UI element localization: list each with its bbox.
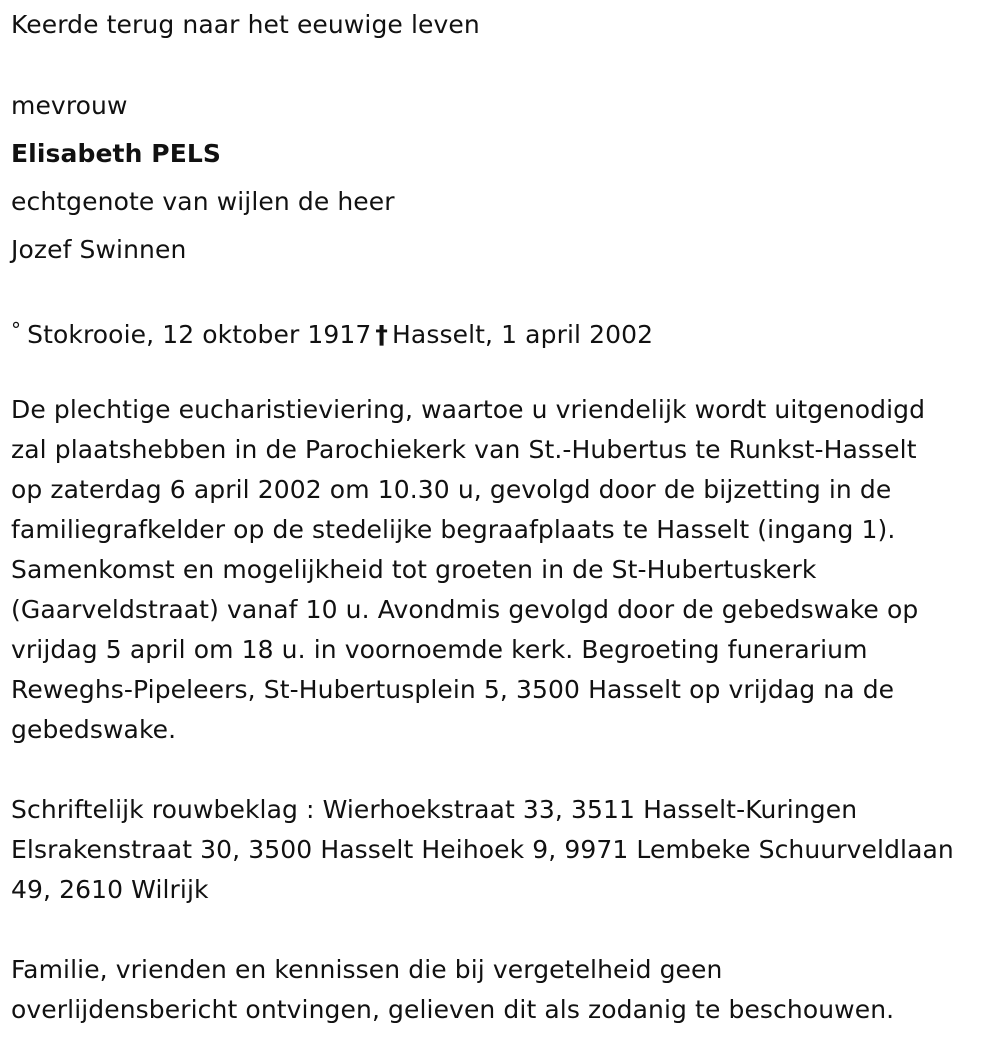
death-info: Hasselt, 1 april 2002 <box>392 320 654 349</box>
ceremony-line: vrijdag 5 april om 18 u. in voornoemde kerk. Begroeting funerarium <box>11 635 868 664</box>
relation-text: echtgenote van wijlen de heer <box>11 187 395 216</box>
deceased-name: Elisabeth PELS <box>11 139 222 168</box>
ceremony-line: De plechtige eucharistieviering, waartoe u vriendelijk wordt uitgenodigd <box>11 395 926 424</box>
condolence-line: 49, 2610 Wilrijk <box>11 875 209 904</box>
intro-text: Keerde terug naar het eeuwige leven <box>11 10 480 39</box>
ceremony-line: Samenkomst en mogelijkheid tot groeten in de St-Hubertuskerk <box>11 555 817 584</box>
ceremony-line: op zaterdag 6 april 2002 om 10.30 u, gevolgd door de bijzetting in de <box>11 475 892 504</box>
birth-icon: ° <box>11 318 22 342</box>
closing-line: Familie, vrienden en kennissen die bij vergetelheid geen <box>11 955 723 984</box>
condolence-line: Schriftelijk rouwbeklag : Wierhoekstraat 33, 3511 Hasselt-Kuringen <box>11 795 858 824</box>
death-cross-icon: † <box>375 320 389 349</box>
birth-info: Stokrooie, 12 oktober 1917 <box>27 320 372 349</box>
ceremony-line: zal plaatshebben in de Parochiekerk van St.-Hubertus te Runkst-Hasselt <box>11 435 917 464</box>
honorific: mevrouw <box>11 91 128 120</box>
closing-line: overlijdensbericht ontvingen, gelieven dit als zodanig te beschouwen. <box>11 995 895 1024</box>
life-dates <box>11 314 654 349</box>
ceremony-line: gebedswake. <box>11 715 177 744</box>
ceremony-line: Reweghs-Pipeleers, St-Hubertusplein 5, 3500 Hasselt op vrijdag na de <box>11 675 895 704</box>
condolence-line: Elsrakenstraat 30, 3500 Hasselt Heihoek 9, 9971 Lembeke Schuurveldlaan <box>11 835 954 864</box>
spouse-name: Jozef Swinnen <box>11 235 187 264</box>
ceremony-line: familiegrafkelder op de stedelijke begraafplaats te Hasselt (ingang 1). <box>11 515 896 544</box>
ceremony-line: (Gaarveldstraat) vanaf 10 u. Avondmis gevolgd door de gebedswake op <box>11 595 919 624</box>
